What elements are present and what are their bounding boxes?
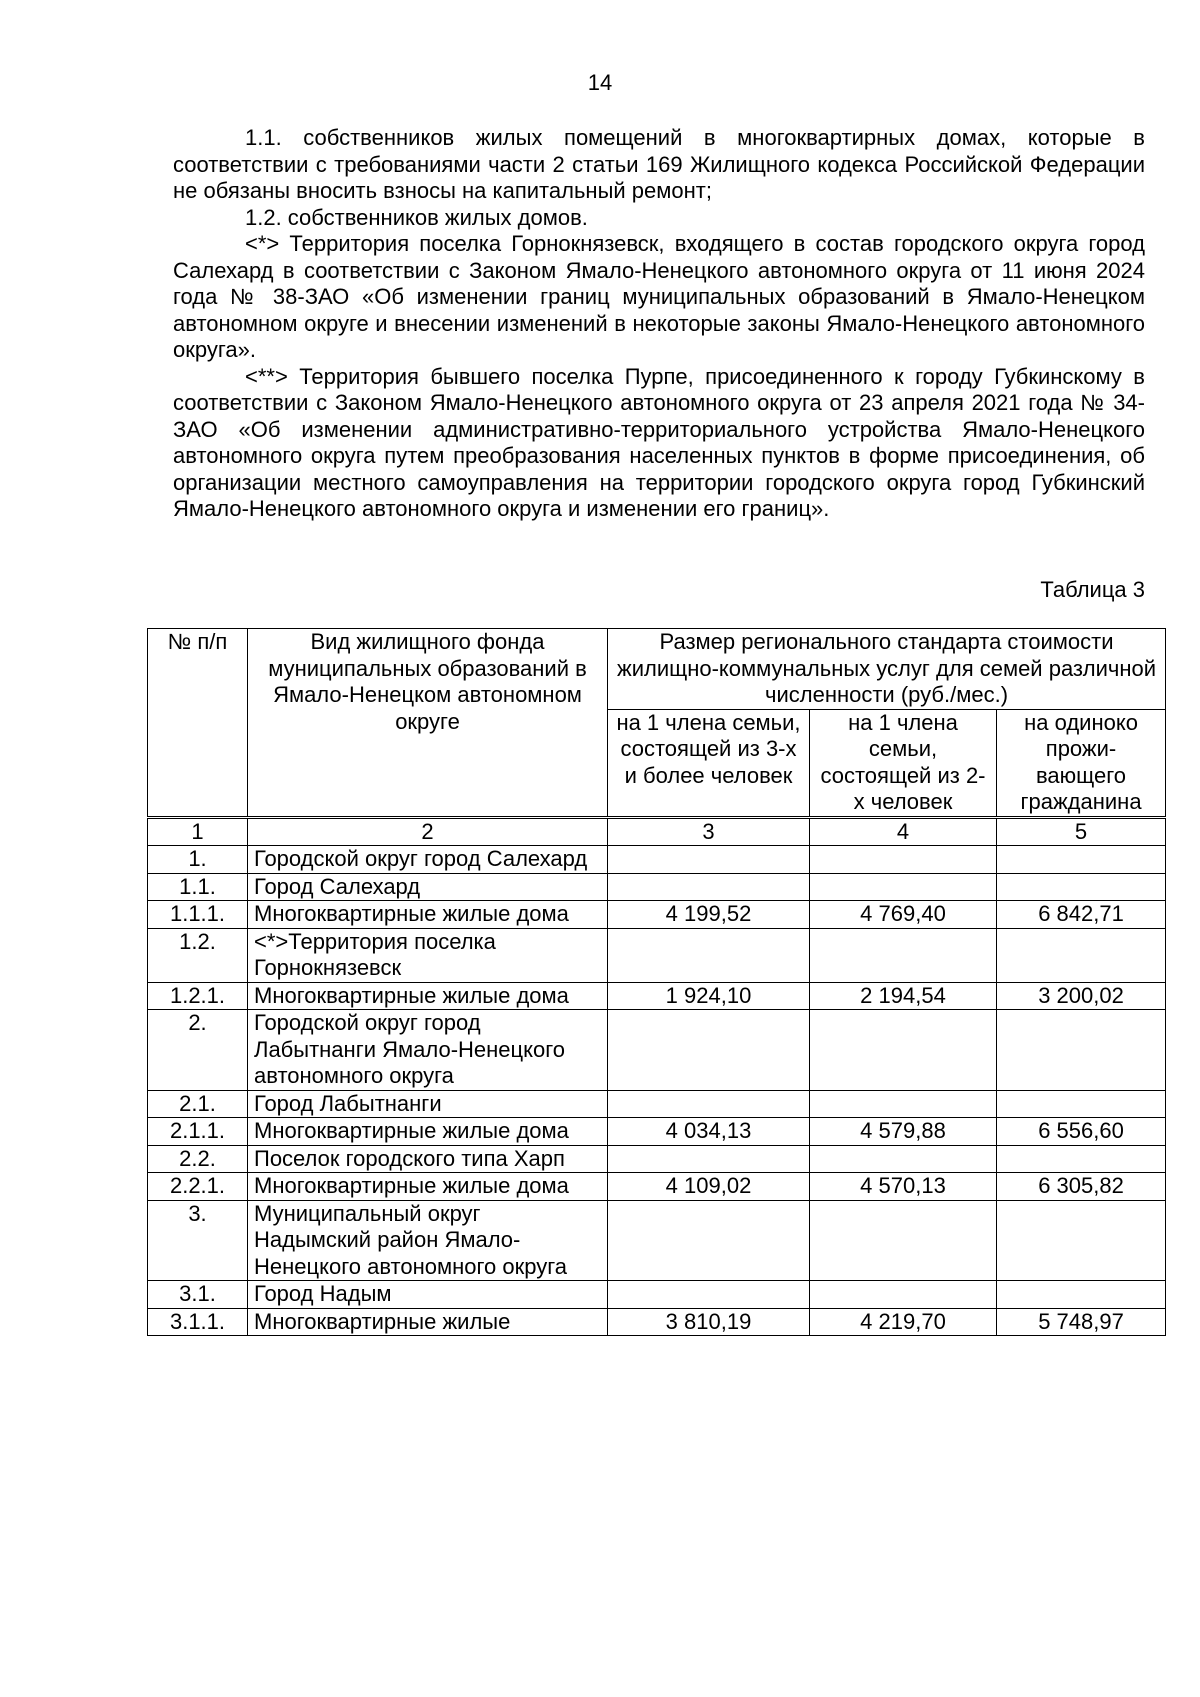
value-col-5 — [997, 1281, 1166, 1309]
value-col-4: 4 579,88 — [810, 1118, 997, 1146]
value-col-4: 2 194,54 — [810, 982, 997, 1010]
row-number: 2.2. — [148, 1145, 248, 1173]
value-col-4 — [810, 1090, 997, 1118]
row-number: 3. — [148, 1200, 248, 1281]
value-col-3 — [608, 1090, 810, 1118]
value-col-4 — [810, 1010, 997, 1091]
value-col-3 — [608, 928, 810, 982]
value-col-5 — [997, 1090, 1166, 1118]
value-col-5: 6 842,71 — [997, 901, 1166, 929]
value-col-5: 3 200,02 — [997, 982, 1166, 1010]
value-col-3 — [608, 1010, 810, 1091]
row-name: Поселок городского типа Харп — [248, 1145, 608, 1173]
column-number: 1 — [148, 817, 248, 846]
footnote-double-star: <**> Территория бывшего поселка Пурпе, присоединенного к городу Губкинскому в соответствии с Законом Ямало-Ненецкого автономного округа от 23 апреля 2021 года № 34-ЗАО «Об изменении административно-территориального устройства Ямало-Ненецкого автономного округа путем преобразования населенных пунктов в форме присоединения, об организации местного самоуправления на территории городского округа город Губкинский Ямало-Ненецкого автономного округа и изменении его границ». — [173, 363, 1145, 521]
row-number: 1.1.1. — [148, 901, 248, 929]
row-number: 1. — [148, 846, 248, 874]
table-row — [148, 1281, 1166, 1309]
header-col-type: Вид жилищного фонда муниципальных образований в Ямало-Ненецком автономном округе — [248, 629, 608, 818]
value-col-5: 6 556,60 — [997, 1118, 1166, 1146]
row-name: Многоквартирные жилые дома — [248, 1118, 608, 1146]
row-number: 2.1.1. — [148, 1118, 248, 1146]
value-col-4 — [810, 873, 997, 901]
table-header-row — [148, 629, 1166, 710]
value-col-5 — [997, 1145, 1166, 1173]
value-col-4 — [810, 846, 997, 874]
housing-standard-table — [147, 628, 1166, 1336]
page-number: 14 — [587, 70, 613, 95]
row-name: <*>Территория поселка Горнокнязевск — [248, 928, 608, 982]
table-row — [148, 928, 1166, 982]
row-name: Многоквартирные жилые дома — [248, 1173, 608, 1201]
table-row — [148, 846, 1166, 874]
value-col-3 — [608, 1281, 810, 1309]
table-row — [148, 1173, 1166, 1201]
table-row — [148, 1118, 1166, 1146]
row-name: Многоквартирные жилые — [248, 1308, 608, 1336]
value-col-5 — [997, 846, 1166, 874]
table-row — [148, 873, 1166, 901]
value-col-4 — [810, 1200, 997, 1281]
row-number: 2. — [148, 1010, 248, 1091]
value-col-4 — [810, 928, 997, 982]
value-col-4: 4 769,40 — [810, 901, 997, 929]
row-name: Город Салехард — [248, 873, 608, 901]
table-row — [148, 1200, 1166, 1281]
table-row — [148, 1145, 1166, 1173]
header-col-4: на 1 члена семьи, состоящей из 2-х человек — [810, 709, 997, 817]
value-col-5 — [997, 1200, 1166, 1281]
value-col-3 — [608, 873, 810, 901]
header-col-group: Размер регионального стандарта стоимости жилищно-коммунальных услуг для семей различной численности (руб./мес.) — [608, 629, 1166, 710]
value-col-5: 6 305,82 — [997, 1173, 1166, 1201]
value-col-4: 4 570,13 — [810, 1173, 997, 1201]
paragraph-1-1: 1.1. собственников жилых помещений в многоквартирных домах, которые в соответствии с требованиями части 2 статьи 169 Жилищного кодекса Российской Федерации не обязаны вносить взносы на капитальный ремонт; — [173, 125, 1145, 203]
header-col-num: № п/п — [148, 629, 248, 818]
value-col-3 — [608, 846, 810, 874]
table-row — [148, 1308, 1166, 1336]
row-name: Городской округ город Лабытнанги Ямало-Ненецкого автономного округа — [248, 1010, 608, 1091]
value-col-3: 1 924,10 — [608, 982, 810, 1010]
row-name: Городской округ город Салехард — [248, 846, 608, 874]
table-row — [148, 1090, 1166, 1118]
row-number: 2.1. — [148, 1090, 248, 1118]
column-number: 2 — [248, 817, 608, 846]
value-col-5 — [997, 873, 1166, 901]
value-col-5 — [997, 928, 1166, 982]
value-col-3: 4 199,52 — [608, 901, 810, 929]
table-caption: Таблица 3 — [1040, 577, 1145, 602]
row-name: Многоквартирные жилые дома — [248, 901, 608, 929]
table-row — [148, 1010, 1166, 1091]
row-number: 3.1.1. — [148, 1308, 248, 1336]
body-text — [173, 125, 1145, 523]
value-col-3: 4 109,02 — [608, 1173, 810, 1201]
value-col-3 — [608, 1200, 810, 1281]
value-col-4 — [810, 1145, 997, 1173]
row-name: Город Лабытнанги — [248, 1090, 608, 1118]
row-name: Муниципальный округ Надымский район Ямало-Ненецкого автономного округа — [248, 1200, 608, 1281]
table-row — [148, 901, 1166, 929]
row-number: 1.2.1. — [148, 982, 248, 1010]
column-number: 4 — [810, 817, 997, 846]
row-number: 1.1. — [148, 873, 248, 901]
column-number-row — [148, 817, 1166, 846]
header-col-3: на 1 члена семьи, состоящей из 3-х и более человек — [608, 709, 810, 817]
paragraph-1-2: 1.2. собственников жилых домов. — [245, 204, 588, 230]
value-col-4: 4 219,70 — [810, 1308, 997, 1336]
value-col-4 — [810, 1281, 997, 1309]
value-col-3: 3 810,19 — [608, 1308, 810, 1336]
column-number: 5 — [997, 817, 1166, 846]
row-name: Многоквартирные жилые дома — [248, 982, 608, 1010]
footnote-single-star: <*> Территория поселка Горнокнязевск, входящего в состав городского округа город Салехард в соответствии с Законом Ямало-Ненецкого автономного округа от 11 июня 2024 года № 38-ЗАО «Об изменении границ муниципальных образований в Ямало-Ненецком автономном округе и внесении изменений в некоторые законы Ямало-Ненецкого автономного округа». — [173, 231, 1145, 362]
row-name: Город Надым — [248, 1281, 608, 1309]
column-number: 3 — [608, 817, 810, 846]
row-number: 1.2. — [148, 928, 248, 982]
table-row — [148, 982, 1166, 1010]
value-col-3: 4 034,13 — [608, 1118, 810, 1146]
value-col-5 — [997, 1010, 1166, 1091]
value-col-5: 5 748,97 — [997, 1308, 1166, 1336]
row-number: 2.2.1. — [148, 1173, 248, 1201]
header-col-5: на одиноко прожи-вающего гражданина — [997, 709, 1166, 817]
row-number: 3.1. — [148, 1281, 248, 1309]
value-col-3 — [608, 1145, 810, 1173]
